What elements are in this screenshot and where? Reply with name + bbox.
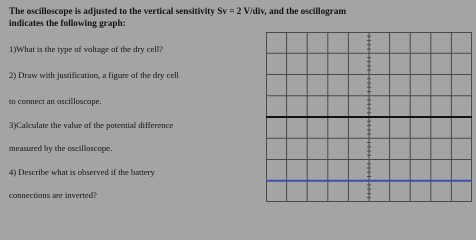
question-2-continued: to connect an oscilloscope. [9,96,102,106]
question-1: 1)What is the type of voltage of the dry cell? [9,44,163,54]
question-2: 2) Draw with justification, a figure of the dry cell [9,70,179,80]
question-4-continued: connections are inverted? [9,190,97,200]
statement-line-2: indicates the following graph: [9,18,126,28]
question-3: 3)Calculate the value of the potential difference [9,120,174,130]
statement-line-1: The oscilloscope is adjusted to the vertical sensitivity Sv = 2 V/div, and the oscillogram [9,6,347,16]
question-3-continued: measured by the oscilloscope. [9,143,113,153]
oscilloscope-screen [266,32,472,202]
problem-statement [9,5,469,29]
question-4: 4) Describe what is observed if the battery [9,167,155,177]
